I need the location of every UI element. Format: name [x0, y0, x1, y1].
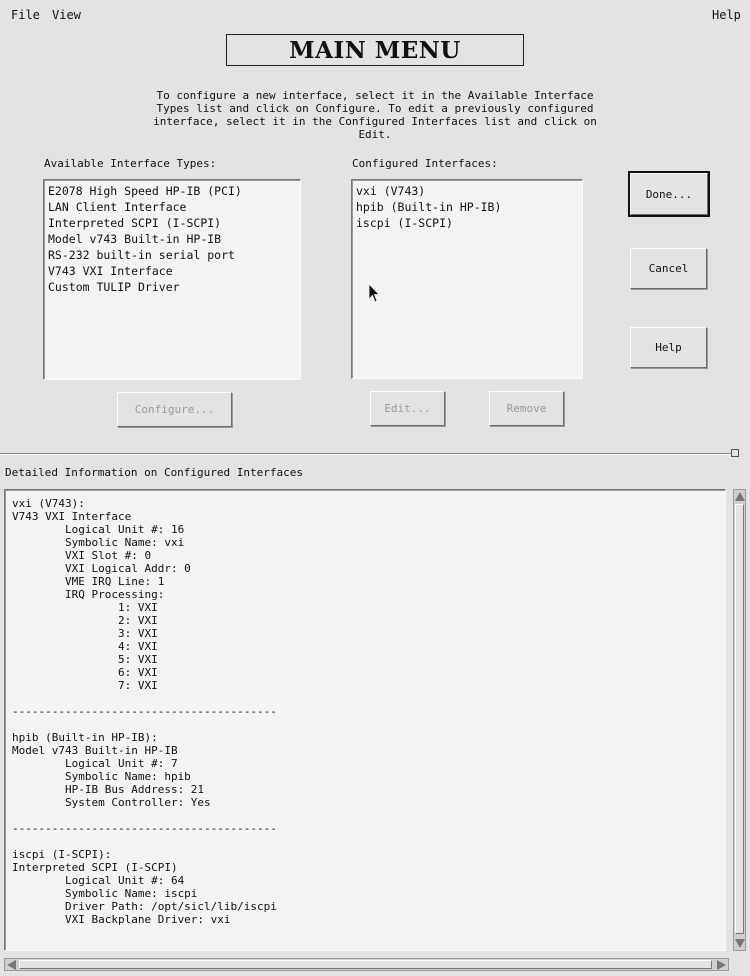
remove-button-label: Remove — [506, 402, 547, 415]
list-item[interactable]: hpib (Built-in HP-IB) — [356, 200, 502, 214]
details-label: Detailed Information on Configured Interfaces — [5, 466, 304, 479]
cancel-button[interactable] — [630, 248, 707, 289]
available-types-label: Available Interface Types: — [44, 157, 217, 170]
menu-file[interactable] — [11, 8, 40, 22]
menu-bar — [0, 0, 750, 32]
edit-button-label: Edit... — [384, 402, 431, 415]
horizontal-scroll-thumb[interactable] — [19, 960, 712, 969]
details-horizontal-scrollbar[interactable] — [4, 958, 729, 971]
details-vertical-scrollbar[interactable] — [733, 489, 746, 951]
arrow-left-icon[interactable] — [7, 960, 16, 970]
page-title — [226, 34, 524, 66]
list-item[interactable]: RS-232 built-in serial port — [48, 248, 235, 262]
pane-sash-handle[interactable] — [731, 449, 739, 457]
menu-view[interactable] — [52, 8, 81, 22]
list-item[interactable]: E2078 High Speed HP-IB (PCI) — [48, 184, 242, 198]
remove-button[interactable] — [489, 391, 564, 426]
arrow-right-icon[interactable] — [717, 960, 726, 970]
available-types-list[interactable] — [43, 179, 301, 380]
menu-view-label: View — [52, 8, 81, 22]
list-item[interactable]: V743 VXI Interface — [48, 264, 173, 278]
arrow-down-icon[interactable] — [735, 939, 745, 948]
details-text: vxi (V743): V743 VXI Interface Logical Unit #: 16 Symbolic Name: vxi VXI Slot #: 0 VXI Logical Addr: 0 VME IRQ Line: 1 IRQ Processing: 1: VXI 2: VXI 3: VXI 4: VXI 5: VXI 6: VXI 7: VXI ---------------------------------------- hpib (Built-in HP-IB): Model v743 Built-in HP-IB Logical Unit #: 7 Symbolic Name: hpib HP-IB Bus Address: 21 System Controller: Yes ---------------------------------------- iscpi (I-SCPI): Interpreted SCPI (I-SCPI) Logical Unit #: 64 Symbolic Name: iscpi Driver Path: /opt/sicl/lib/iscpi VXI Backplane Driver: vxi — [12, 497, 277, 926]
done-button[interactable] — [630, 173, 708, 215]
menu-help[interactable] — [712, 8, 741, 22]
done-button-label: Done... — [645, 187, 693, 201]
list-item[interactable]: iscpi (I-SCPI) — [356, 216, 453, 230]
menu-help-label: Help — [712, 8, 741, 22]
instructions-text: To configure a new interface, select it in the Available Interface Types list and click on Configure. To edit a previously configured interface, select it in the Configured Interfaces list and click on Edit. — [153, 89, 597, 141]
menu-file-label: File — [11, 8, 40, 22]
details-text-area[interactable] — [4, 489, 726, 951]
mouse-pointer-icon — [368, 283, 380, 306]
list-item[interactable]: Interpreted SCPI (I-SCPI) — [48, 216, 222, 230]
pane-divider — [0, 453, 736, 455]
vertical-scroll-thumb[interactable] — [735, 504, 744, 934]
edit-button[interactable] — [370, 391, 445, 426]
arrow-up-icon[interactable] — [735, 492, 745, 501]
list-item[interactable]: Custom TULIP Driver — [48, 280, 180, 294]
help-button[interactable] — [630, 327, 707, 368]
list-item[interactable]: LAN Client Interface — [48, 200, 187, 214]
configure-button-label: Configure... — [134, 403, 215, 416]
cancel-button-label: Cancel — [648, 262, 689, 275]
page-title-text: MAIN MENU — [289, 36, 461, 64]
configure-button[interactable] — [117, 392, 232, 427]
configured-interfaces-list[interactable] — [351, 179, 583, 379]
list-item[interactable]: Model v743 Built-in HP-IB — [48, 232, 222, 246]
configured-interfaces-label: Configured Interfaces: — [352, 157, 498, 170]
list-item[interactable]: vxi (V743) — [356, 184, 426, 198]
help-button-label: Help — [655, 341, 682, 354]
